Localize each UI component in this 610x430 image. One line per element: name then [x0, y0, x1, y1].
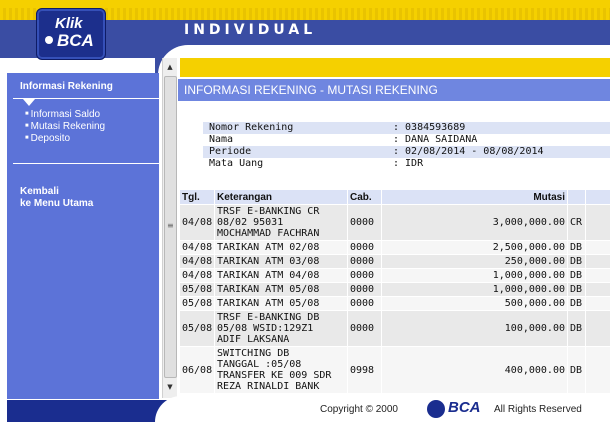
- cell-balance: [586, 205, 610, 241]
- cell-balance: [586, 283, 610, 297]
- sidebar-item-informasi-saldo[interactable]: ■ Informasi Saldo: [25, 109, 100, 120]
- cell-date: 04/08: [180, 255, 215, 269]
- table-row: [180, 269, 610, 283]
- account-value: : IDR: [393, 158, 424, 169]
- sidebar-item-deposito[interactable]: ■ Deposito: [25, 133, 70, 144]
- account-value: : DANA SAIDANA: [393, 134, 478, 145]
- footer-brand: BCA: [448, 399, 481, 416]
- description-line: MOCHAMMAD FACHRAN: [217, 228, 320, 239]
- description-line: TRSF E-BANKING CR: [217, 206, 320, 217]
- description-line: TARIKAN ATM 05/08: [217, 284, 320, 295]
- cell-balance: [586, 241, 610, 255]
- col-header-date: Tgl.: [180, 190, 215, 205]
- page-title: INFORMASI REKENING - MUTASI REKENING: [178, 79, 610, 101]
- cell-description: [215, 297, 348, 311]
- scroll-down-arrow-icon[interactable]: ▼: [167, 383, 173, 391]
- description-line: 08/02 95031: [217, 217, 284, 228]
- cell-type: CR: [568, 205, 586, 241]
- account-row: [203, 158, 610, 170]
- klikbca-logo[interactable]: [36, 8, 106, 60]
- cell-branch: 0000: [348, 269, 382, 283]
- cell-date: 06/08: [180, 347, 215, 394]
- table-header-row: [180, 190, 610, 205]
- cell-type: DB: [568, 269, 586, 283]
- cell-branch: 0998: [348, 347, 382, 394]
- transaction-table: [179, 189, 610, 394]
- cell-amount: 250,000.00: [382, 255, 568, 269]
- copyright-text: Copyright © 2000: [320, 404, 398, 415]
- cell-branch: 0000: [348, 241, 382, 255]
- expand-triangle-icon: [23, 99, 35, 106]
- cell-date: 04/08: [180, 241, 215, 255]
- account-row: [203, 134, 610, 146]
- sidebar-title[interactable]: Informasi Rekening: [20, 81, 113, 92]
- account-label: Mata Uang: [209, 158, 264, 169]
- col-header-type: [568, 190, 586, 205]
- cell-description: [215, 347, 348, 394]
- cell-branch: 0000: [348, 311, 382, 347]
- col-header-description: Keterangan: [215, 190, 348, 205]
- cell-date: 05/08: [180, 283, 215, 297]
- col-header-amount: Mutasi: [382, 190, 568, 205]
- cell-description: [215, 205, 348, 241]
- account-label: Periode: [209, 146, 252, 157]
- table-row: [180, 347, 610, 394]
- description-line: TARIKAN ATM 05/08: [217, 298, 320, 309]
- bca-emblem-icon: [427, 400, 445, 418]
- bca-emblem-icon: [45, 36, 53, 44]
- back-link-line2: ke Menu Utama: [20, 198, 94, 209]
- cell-type: DB: [568, 241, 586, 255]
- cell-type: DB: [568, 311, 586, 347]
- cell-amount: 100,000.00: [382, 311, 568, 347]
- cell-type: DB: [568, 255, 586, 269]
- table-row: [180, 255, 610, 269]
- sidebar-item-mutasi-rekening[interactable]: ■ Mutasi Rekening: [25, 121, 105, 132]
- cell-branch: 0000: [348, 255, 382, 269]
- description-line: TARIKAN ATM 02/08: [217, 242, 320, 253]
- cell-balance: [586, 311, 610, 347]
- description-line: TARIKAN ATM 03/08: [217, 256, 320, 267]
- cell-amount: 3,000,000.00: [382, 205, 568, 241]
- sidebar: [7, 73, 159, 399]
- rights-text: All Rights Reserved: [494, 404, 582, 415]
- cell-balance: [586, 269, 610, 283]
- cell-type: DB: [568, 297, 586, 311]
- col-header-branch: Cab.: [348, 190, 382, 205]
- scrollbar-thumb[interactable]: [164, 76, 177, 378]
- vertical-scrollbar[interactable]: [162, 58, 177, 398]
- cell-type: DB: [568, 347, 586, 394]
- logo-text-bca: BCA: [57, 31, 94, 50]
- cell-amount: 500,000.00: [382, 297, 568, 311]
- cell-balance: [586, 255, 610, 269]
- description-line: TRANSFER KE 009 SDR: [217, 370, 332, 381]
- cell-description: [215, 241, 348, 255]
- cell-amount: 400,000.00: [382, 347, 568, 394]
- table-row: [180, 283, 610, 297]
- description-line: TRSF E-BANKING DB: [217, 312, 320, 323]
- account-info: [203, 120, 610, 172]
- grip-icon: ≡: [167, 221, 174, 230]
- description-line: 05/08 WSID:129Z1: [217, 323, 314, 334]
- account-label: Nomor Rekening: [209, 122, 294, 133]
- cell-date: 04/08: [180, 269, 215, 283]
- col-header-balance: [586, 190, 610, 205]
- description-line: ADIF LAKSANA: [217, 334, 290, 345]
- cell-amount: 2,500,000.00: [382, 241, 568, 255]
- account-value: : 02/08/2014 - 08/08/2014: [393, 146, 544, 157]
- description-line: REZA RINALDI BANK: [217, 381, 320, 392]
- back-to-main-menu-link[interactable]: [20, 186, 93, 210]
- description-line: SWITCHING DB: [217, 348, 290, 359]
- cell-branch: 0000: [348, 283, 382, 297]
- description-line: TANGGAL :05/08: [217, 359, 302, 370]
- cell-date: 05/08: [180, 311, 215, 347]
- cell-amount: 1,000,000.00: [382, 269, 568, 283]
- sidebar-divider: [13, 163, 159, 164]
- header-title: INDIVIDUAL: [184, 22, 317, 38]
- account-label: Nama: [209, 134, 234, 145]
- table-row: [180, 311, 610, 347]
- cell-description: [215, 255, 348, 269]
- cell-date: 05/08: [180, 297, 215, 311]
- description-line: TARIKAN ATM 04/08: [217, 270, 320, 281]
- cell-balance: [586, 297, 610, 311]
- table-row: [180, 241, 610, 255]
- scroll-up-arrow-icon[interactable]: ▲: [167, 63, 173, 71]
- header-yellow-band: [0, 0, 610, 8]
- account-row: [203, 146, 610, 158]
- cell-description: [215, 269, 348, 283]
- cell-description: [215, 311, 348, 347]
- table-row: [180, 205, 610, 241]
- cell-branch: 0000: [348, 205, 382, 241]
- cell-type: DB: [568, 283, 586, 297]
- content-top-bar: [180, 58, 610, 77]
- account-value: : 0384593689: [393, 122, 466, 133]
- table-row: [180, 297, 610, 311]
- cell-date: 04/08: [180, 205, 215, 241]
- account-row: [203, 122, 610, 134]
- logo-text-klik: Klik: [55, 15, 83, 32]
- cell-branch: 0000: [348, 297, 382, 311]
- cell-balance: [586, 347, 610, 394]
- cell-amount: 1,000,000.00: [382, 283, 568, 297]
- cell-description: [215, 283, 348, 297]
- back-link-line1: Kembali: [20, 186, 59, 197]
